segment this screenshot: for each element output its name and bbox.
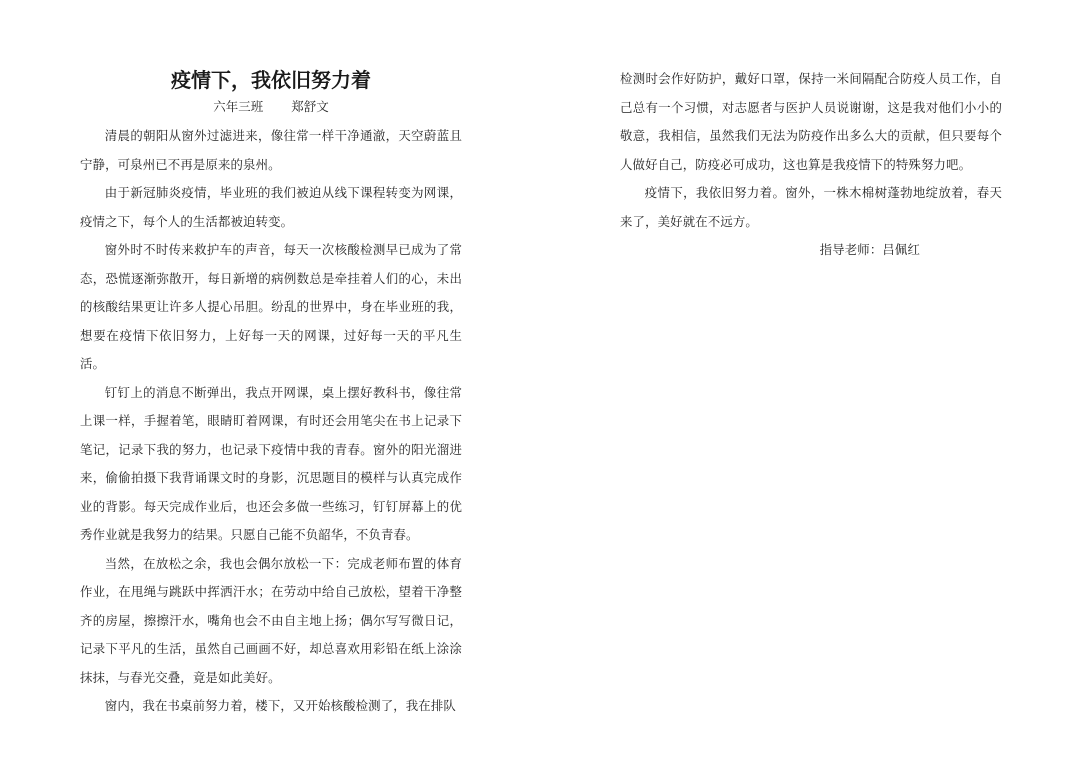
paragraph: 当然，在放松之余，我也会偶尔放松一下：完成老师布置的体育作业，在甩绳与跳跃中挥洒汗水；在劳动中给自己放松，望着干净整齐的房屋，擦擦汗水，嘴角也会不由自主地上扬；偶尔写写微日记，记录下平凡的生活，虽然自己画画不好，却总喜欢用彩铅在纸上涂涂抹抹，与春光交叠，竟是如此美好。 — [80, 555, 462, 685]
author-name: 郑舒文 — [291, 99, 329, 114]
class-name: 六年三班 — [213, 99, 264, 114]
paragraph: 窗外时不时传来救护车的声音，每天一次核酸检测早已成为了常态，恐慌逐渐弥散开，每日新增的病例数总是牵挂着人们的心，未出的核酸结果更让许多人提心吊胆。纷乱的世界中，身在毕业班的我，想要在疫情下依旧努力，上好每一天的网课，过好每一天的平凡生活。 — [80, 242, 462, 371]
teacher-credit: 指导老师：吕佩红 — [819, 242, 920, 257]
paragraph: 由于新冠肺炎疫情，毕业班的我们被迫从线下课程转变为网课，疫情之下，每个人的生活都被迫转变。 — [80, 185, 462, 229]
paragraph-continuation: 检测时会作好防护，戴好口罩，保持一米间隔配合防疫人员工作，自己总有一个习惯，对志愿者与医护人员说谢谢，这是我对他们小小的敬意，我相信，虽然我们无法为防疫作出多么大的贡献，但只要每个人做好自己，防疫必可成功，这也算是我疫情下的特殊努力吧。 — [620, 71, 1002, 172]
article-body-right — [620, 65, 1002, 265]
paragraph: 清晨的朝阳从窗外过滤进来，像往常一样干净通澈，天空蔚蓝且宁静，可泉州已不再是原来的泉州。 — [80, 128, 462, 172]
article-title: 疫情下，我依旧努力着 — [171, 68, 371, 92]
paragraph: 钉钉上的消息不断弹出，我点开网课，桌上摆好教科书，像往常上课一样，手握着笔，眼睛盯着网课，有时还会用笔尖在书上记录下笔记，记录下我的努力，也记录下疫情中我的青春。窗外的阳光溜进来，偷偷拍摄下我背诵课文时的身影，沉思题目的模样与认真完成作业的背影。每天完成作业后，也还会多做一些练习，钉钉屏幕上的优秀作业就是我努力的结果。只愿自己能不负韶华，不负青春。 — [80, 384, 462, 542]
paragraph: 窗内，我在书桌前努力着，楼下，又开始核酸检测了，我在排队 — [104, 698, 456, 713]
byline — [80, 95, 462, 119]
closing-paragraph: 疫情下，我依旧努力着。窗外，一株木棉树蓬勃地绽放着，春天来了，美好就在不远方。 — [620, 185, 1002, 229]
article-body-left — [80, 122, 462, 721]
